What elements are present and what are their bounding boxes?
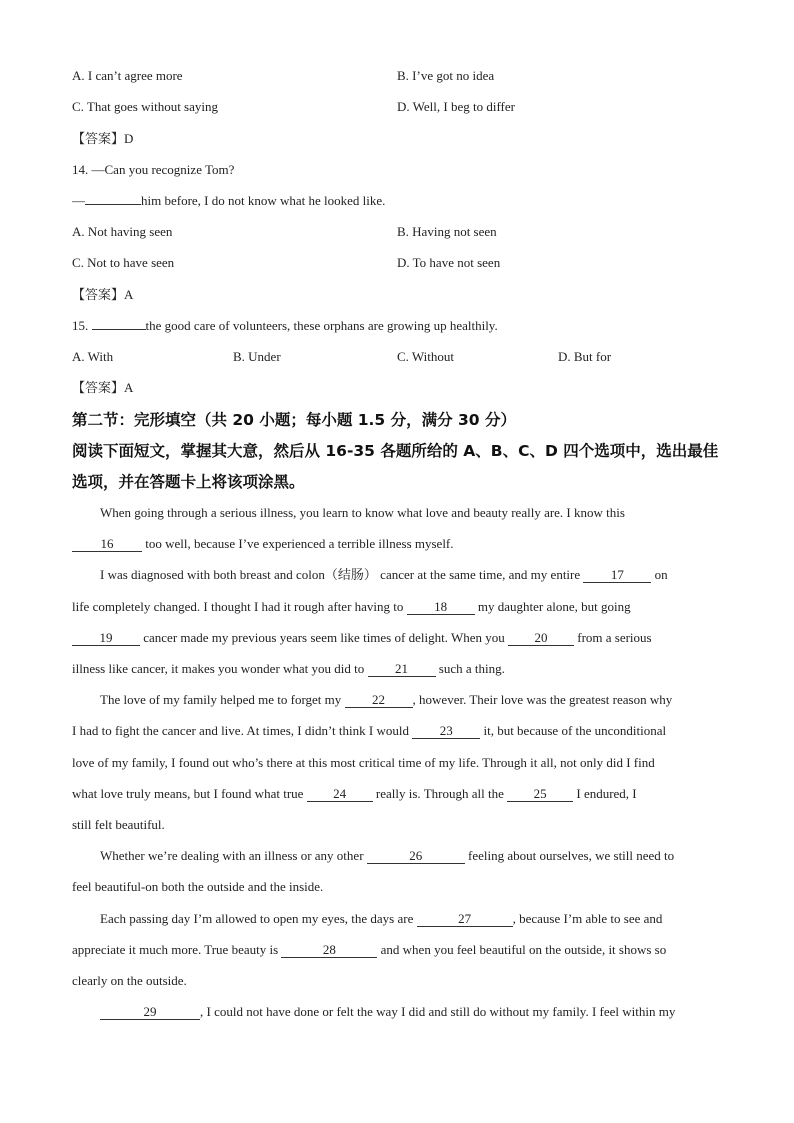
passage-p5-line1 xyxy=(100,910,740,928)
blank-28: 28 xyxy=(281,942,377,958)
q15-stem xyxy=(72,317,498,335)
answer-value: A xyxy=(124,287,134,302)
q14-response xyxy=(72,192,385,210)
passage-text: my daughter alone, but going xyxy=(477,599,631,614)
passage-text: and when you feel beautiful on the outside, it shows so xyxy=(380,942,667,957)
passage-p1-line2 xyxy=(72,535,712,553)
passage-text: , however. Their love was the greatest reason why xyxy=(412,692,673,707)
q14-option-b: B. Having not seen xyxy=(397,224,497,239)
blank-17: 17 xyxy=(583,567,651,583)
q15-option-a: A. With xyxy=(72,349,114,364)
passage-text: what love truly means, but I found what true xyxy=(72,786,304,801)
q15-option-c: C. Without xyxy=(397,349,455,364)
passage-p4-line1 xyxy=(100,847,740,865)
passage-text: I endured, I xyxy=(576,786,637,801)
q15-stem-text: the good care of volunteers, these orphans are growing up healthily. xyxy=(145,318,498,333)
passage-text: from a serious xyxy=(577,630,652,645)
blank-18: 18 xyxy=(407,599,475,615)
blank-25: 25 xyxy=(507,786,573,802)
blank-19: 19 xyxy=(72,630,140,646)
passage-text: , I could not have done or felt the way I did and still do without my family. I feel within my xyxy=(200,1004,676,1019)
blank-16: 16 xyxy=(72,536,142,552)
q14-answer xyxy=(72,286,133,304)
passage-text: I was diagnosed with both breast and colon（结肠） cancer at the same time, and my entire xyxy=(100,567,581,582)
blank-23: 23 xyxy=(412,723,480,739)
q14-option-c: C. Not to have seen xyxy=(72,255,175,270)
blank-22: 22 xyxy=(345,692,413,708)
q13-option-c: C. That goes without saying xyxy=(72,99,219,114)
q14-dash: — xyxy=(72,193,85,208)
passage-text: Each passing day I’m allowed to open my eyes, the days are xyxy=(100,911,414,926)
section-instructions-line2: 选项，并在答题卡上将该项涂黑。 xyxy=(72,473,305,491)
q13-answer xyxy=(72,130,133,148)
passage-p3-line2 xyxy=(72,722,712,740)
passage-p5-line3: clearly on the outside. xyxy=(72,973,187,988)
q14-blank xyxy=(85,204,141,205)
q15-blank xyxy=(92,329,146,330)
passage-text: really is. Through all the xyxy=(375,786,504,801)
q15-option-b: B. Under xyxy=(233,349,281,364)
passage-text: too well, because I’ve experienced a terrible illness myself. xyxy=(145,536,454,551)
q15-option-d: D. But for xyxy=(558,349,612,364)
blank-29: 29 xyxy=(100,1004,200,1020)
q14-stem: 14. —Can you recognize Tom? xyxy=(72,162,235,177)
blank-26: 26 xyxy=(367,848,465,864)
q15-number: 15. xyxy=(72,318,89,333)
blank-27: 27 xyxy=(417,911,513,927)
answer-value: D xyxy=(124,131,134,146)
passage-text: on xyxy=(654,567,668,582)
answer-tag: 【答案】 xyxy=(72,380,125,395)
passage-text: life completely changed. I thought I had it rough after having to xyxy=(72,599,404,614)
q14-option-a: A. Not having seen xyxy=(72,224,173,239)
passage-p2-line2 xyxy=(72,598,712,616)
q13-option-a: A. I can’t agree more xyxy=(72,68,183,83)
passage-p3-line4 xyxy=(72,785,712,803)
passage-text: The love of my family helped me to forget my xyxy=(100,692,342,707)
passage-p1-line1: When going through a serious illness, you learn to know what love and beauty really are. I know this xyxy=(100,505,625,520)
passage-text: Whether we’re dealing with an illness or any other xyxy=(100,848,364,863)
passage-p5-line2 xyxy=(72,941,712,959)
q13-option-d: D. Well, I beg to differ xyxy=(397,99,515,114)
passage-text: feeling about ourselves, we still need to xyxy=(468,848,675,863)
answer-tag: 【答案】 xyxy=(72,287,125,302)
passage-text: appreciate it much more. True beauty is xyxy=(72,942,279,957)
passage-p6-line1 xyxy=(100,1003,740,1021)
passage-text: I had to fight the cancer and live. At times, I didn’t think I would xyxy=(72,723,409,738)
passage-text: it, but because of the unconditional xyxy=(483,723,667,738)
section-instructions-line1: 阅读下面短文，掌握其大意，然后从 16-35 各题所给的 A、B、C、D 四个选项中，选出最佳 xyxy=(72,442,719,460)
blank-20: 20 xyxy=(508,630,574,646)
passage-p2-line4 xyxy=(72,660,712,678)
passage-text: cancer made my previous years seem like times of delight. When you xyxy=(143,630,505,645)
passage-p3-line1 xyxy=(100,691,740,709)
passage-p4-line2: feel beautiful-on both the outside and the inside. xyxy=(72,879,324,894)
answer-value: A xyxy=(124,380,134,395)
section-title: 第二节：完形填空（共 20 小题；每小题 1.5 分，满分 30 分） xyxy=(72,411,516,429)
blank-21: 21 xyxy=(368,661,436,677)
passage-p2-line3 xyxy=(72,629,712,647)
q14-option-d: D. To have not seen xyxy=(397,255,501,270)
q13-option-b: B. I’ve got no idea xyxy=(397,68,495,83)
passage-p3-line3: love of my family, I found out who’s there at this most critical time of my life. Through it all, not only did I find xyxy=(72,755,655,770)
passage-text: illness like cancer, it makes you wonder what you did to xyxy=(72,661,365,676)
passage-p2-line1 xyxy=(100,566,740,584)
q14-response-text: him before, I do not know what he looked like. xyxy=(141,193,386,208)
passage-p3-line5: still felt beautiful. xyxy=(72,817,165,832)
passage-text: , because I’m able to see and xyxy=(512,911,663,926)
passage-text: such a thing. xyxy=(438,661,505,676)
blank-24: 24 xyxy=(307,786,373,802)
answer-tag: 【答案】 xyxy=(72,131,125,146)
q15-answer xyxy=(72,379,133,397)
